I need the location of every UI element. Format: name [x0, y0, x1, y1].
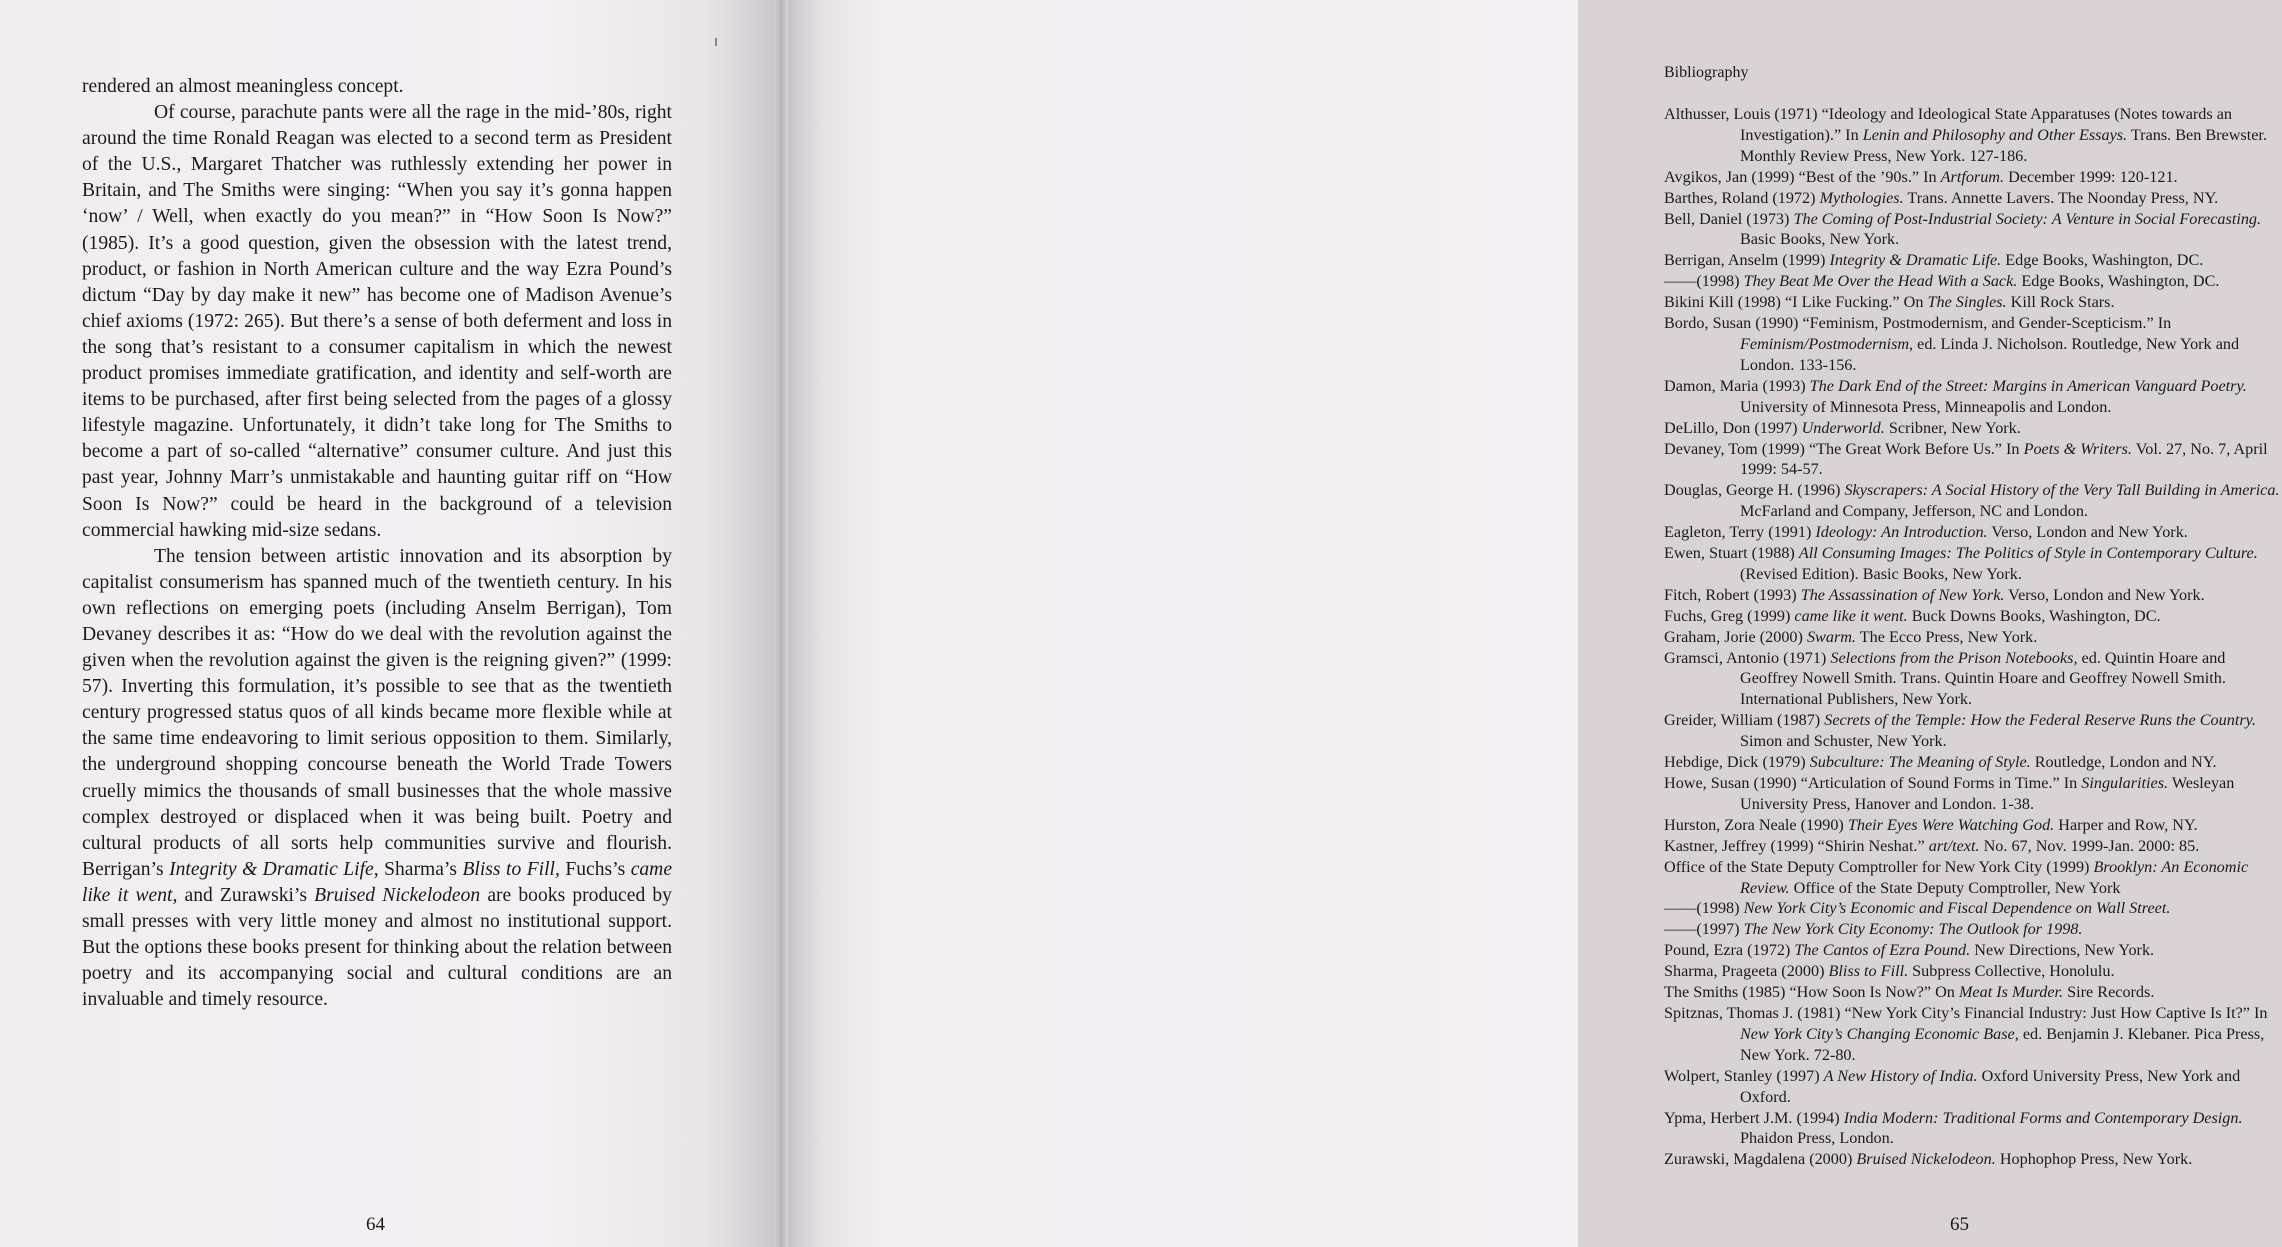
text-run: ed. Benjamin J. Klebaner. Pica Press, New York. 72-80. — [1740, 1024, 2265, 1064]
text-run: December 1999: 120-121. — [2004, 167, 2178, 186]
text-run: Fitch, Robert (1993) — [1664, 585, 1801, 604]
italic-title: Bruised Nickelodeon. — [1856, 1150, 1996, 1169]
text-run: McFarland and Company, Jefferson, NC and London. — [1740, 502, 2088, 521]
italic-title: came like it went, — [82, 858, 673, 906]
text-run: Hophophop Press, New York. — [1995, 1150, 2193, 1169]
text-run: Oxford University Press, New York and Oxford. — [1740, 1066, 2241, 1106]
italic-title: Mythologies. — [1819, 188, 1904, 207]
body-paragraph — [82, 100, 672, 544]
text-run: Simon and Schuster, New York. — [1740, 732, 1947, 751]
text-run: Kill Rock Stars. — [2006, 293, 2115, 312]
text-run: Buck Downs Books, Washington, DC. — [1907, 606, 2161, 625]
text-run: Routledge, London and NY. — [2030, 753, 2217, 772]
bibliography-entry — [1664, 1003, 2282, 1066]
italic-title: New York City’s Changing Economic Base, — [1740, 1024, 2019, 1043]
italic-title: Brooklyn: An Economic Review. — [1740, 857, 2249, 897]
bibliography-entry — [1664, 919, 2282, 940]
page-number-left: 64 — [366, 1214, 385, 1235]
text-run: Graham, Jorie (2000) — [1664, 627, 1807, 646]
text-run: Office of the State Deputy Comptroller, New York — [1789, 878, 2121, 897]
text-run: rendered an almost meaningless concept. — [82, 76, 404, 97]
bibliography-entry — [1664, 188, 2282, 209]
text-run: ed. Linda J. Nicholson. Routledge, New York and London. 133-156. — [1740, 334, 2240, 374]
body-text — [82, 74, 672, 1013]
italic-title: Underworld. — [1801, 418, 1885, 437]
text-run: Damon, Maria (1993) — [1664, 376, 1810, 395]
text-run: The Ecco Press, New York. — [1855, 627, 2038, 646]
italic-title: Poets & Writers. — [2023, 439, 2132, 458]
print-mark — [715, 38, 717, 46]
italic-title: The Singles. — [1927, 293, 2007, 312]
bibliography-entry — [1664, 209, 2282, 251]
text-run: Harper and Row, NY. — [2054, 815, 2198, 834]
text-run: Greider, William (1987) — [1664, 711, 1825, 730]
text-run: Sharma’s — [378, 858, 463, 880]
bibliography-entry — [1664, 104, 2282, 167]
text-run: Bell, Daniel (1973) — [1664, 209, 1794, 228]
text-run: No. 67, Nov. 1999-Jan. 2000: 85. — [1979, 836, 2200, 855]
bibliography-entry — [1664, 543, 2282, 585]
italic-title: All Consuming Images: The Politics of Style in Contemporary Culture. — [1798, 544, 2258, 563]
italic-title: The New York City Economy: The Outlook for 1998. — [1743, 920, 2083, 939]
body-paragraph — [82, 74, 672, 100]
bibliography-entry — [1664, 710, 2282, 752]
italic-title: Singularities. — [2081, 774, 2169, 792]
text-run: Verso, London and New York. — [1987, 523, 2188, 542]
page-number-right: 65 — [1950, 1214, 1969, 1235]
text-run: The tension between artistic innovation and its absorption by capitalist consumerism has spanned much of the twentieth century. In his own reflections on emerging poets (including Anselm Berrigan), Tom Devaney describes it as: “How do we deal with the revolution against the given when the revolution against the given is the reigning given?” (1999: 57). Inverting this formulation, it’s possible to see that as the twentieth century progressed status quos of all kinds became more flexible while at the same time endeavoring to limit serious opposition to them. Similarly, the underground shopping concourse beneath the World Trade Towers cruelly mimics the thousands of small businesses that the whole massive complex destroyed or displaced when it was being built. Poetry and cultural products of all sorts help communities survive and flourish. Berrigan’s — [82, 545, 672, 880]
text-run: Pound, Ezra (1972) — [1664, 941, 1795, 960]
page-gutter — [774, 0, 788, 1247]
bibliography-entry — [1664, 815, 2282, 836]
italic-title: came like it went. — [1794, 606, 1908, 625]
text-run: Zurawski, Magdalena (2000) — [1664, 1150, 1857, 1169]
text-run: Kastner, Jeffrey (1999) “Shirin Neshat.” — [1664, 836, 1929, 855]
text-run: ——(1997) — [1664, 920, 1744, 939]
left-page — [0, 0, 784, 1247]
text-run: ed. Quintin Hoare and Geoffrey Nowell Smith. Trans. Quintin Hoare and Geoffrey Nowell Smith. International Publishers, New York. — [1740, 648, 2226, 709]
italic-title: Bliss to Fill. — [1828, 962, 1909, 981]
bibliography-entry — [1664, 313, 2282, 376]
bibliography-list — [1664, 104, 2282, 1170]
text-run: Fuchs, Greg (1999) — [1664, 606, 1795, 625]
text-run: Fuchs’s — [559, 858, 631, 880]
bibliography-entry — [1664, 627, 2282, 648]
bibliography-entry — [1664, 480, 2282, 522]
bibliography-entry — [1664, 836, 2282, 857]
italic-title: The Dark End of the Street: Margins in American Vanguard Poetry. — [1809, 376, 2247, 395]
bibliography-entry — [1664, 606, 2282, 627]
italic-title: Integrity & Dramatic Life, — [169, 858, 379, 880]
bibliography-entry — [1664, 982, 2282, 1003]
italic-title: A New History of India. — [1823, 1066, 1978, 1085]
italic-title: Feminism/Postmodernism, — [1740, 334, 1914, 353]
text-run: Bikini Kill (1998) “I Like Fucking.” On — [1664, 293, 1928, 312]
italic-title: They Beat Me Over the Head With a Sack. — [1743, 272, 2018, 291]
bibliography-entry — [1664, 1108, 2282, 1150]
right-page — [784, 0, 2280, 1247]
text-run: Berrigan, Anselm (1999) — [1664, 251, 1830, 270]
text-run: Bordo, Susan (1990) “Feminism, Postmodernism, and Gender-Scepticism.” In — [1664, 314, 2172, 333]
text-run: Edge Books, Washington, DC. — [2017, 272, 2220, 291]
text-run: Gramsci, Antonio (1971) — [1664, 648, 1831, 667]
text-run: Althusser, Louis (1971) “Ideology and Ideological State Apparatuses (Notes towards an Investigation).” In — [1664, 105, 2233, 144]
bibliography-entry — [1664, 167, 2282, 188]
bibliography-entry — [1664, 418, 2282, 439]
italic-title: Artforum. — [1940, 167, 2005, 186]
text-run: Verso, London and New York. — [2004, 585, 2205, 604]
bibliography-entry — [1664, 752, 2282, 773]
italic-title: India Modern: Traditional Forms and Contemporary Design. — [1843, 1108, 2243, 1127]
bibliography-entry — [1664, 898, 2282, 919]
bibliography-entry — [1664, 585, 2282, 606]
text-run: Spitznas, Thomas J. (1981) “New York City’s Financial Industry: Just How Captive Is It?” In — [1664, 1003, 2268, 1022]
bibliography-entry — [1664, 376, 2282, 418]
text-run: Devaney, Tom (1999) “The Great Work Before Us.” In — [1664, 439, 2024, 458]
text-run: Basic Books, New York. — [1740, 230, 1900, 249]
text-run: ——(1998) — [1664, 899, 1744, 918]
bibliography-entry — [1664, 773, 2282, 815]
italic-title: Lenin and Philosophy and Other Essays. — [1862, 125, 2128, 144]
text-run: Trans. Ben Brewster. Monthly Review Press, New York. 127-186. — [1740, 125, 2267, 165]
body-paragraph — [82, 544, 672, 1014]
bibliography-entry — [1664, 1149, 2282, 1170]
bibliography-entry — [1664, 439, 2282, 481]
text-run: Wolpert, Stanley (1997) — [1664, 1066, 1824, 1085]
bibliography-entry — [1664, 940, 2282, 961]
text-run: Wesleyan University Press, Hanover and London. 1-38. — [1740, 774, 2235, 813]
text-run: Edge Books, Washington, DC. — [2001, 251, 2204, 270]
text-run: Avgikos, Jan (1999) “Best of the ’90s.” In — [1664, 167, 1941, 186]
text-run: New Directions, New York. — [1970, 941, 2155, 960]
italic-title: New York City’s Economic and Fiscal Dependence on Wall Street. — [1743, 899, 2171, 918]
text-run: Subpress Collective, Honolulu. — [1908, 962, 2115, 981]
bibliography-entry — [1664, 857, 2282, 899]
text-run: are books produced by small presses with very little money and almost no institutional support. But the options these books present for thinking about the relation between poetry and its accompanying social and cultural conditions are an invaluable and timely resource. — [82, 884, 672, 1011]
italic-title: art/text. — [1928, 836, 1980, 855]
text-run: Ypma, Herbert J.M. (1994) — [1664, 1108, 1844, 1127]
text-run: The Smiths (1985) “How Soon Is Now?” On — [1664, 983, 1959, 1002]
italic-title: Bliss to Fill, — [462, 858, 560, 880]
italic-title: The Assassination of New York. — [1800, 585, 2005, 604]
italic-title: Integrity & Dramatic Life. — [1829, 251, 2002, 270]
italic-title: The Coming of Post-Industrial Society: A Venture in Social Forecasting. — [1793, 209, 2262, 228]
italic-title: Secrets of the Temple: How the Federal Reserve Runs the Country. — [1824, 711, 2256, 730]
text-run: Eagleton, Terry (1991) — [1664, 523, 1816, 542]
text-run: Howe, Susan (1990) “Articulation of Sound Forms in Time.” In — [1664, 774, 2082, 792]
italic-title: The Cantos of Ezra Pound. — [1794, 941, 1971, 960]
italic-title: Subculture: The Meaning of Style. — [1809, 753, 2031, 772]
bibliography-entry — [1664, 961, 2282, 982]
italic-title: Selections from the Prison Notebooks, — [1830, 648, 2078, 667]
text-run: DeLillo, Don (1997) — [1664, 418, 1802, 437]
text-run: Vol. 27, No. 7, April 1999: 54-57. — [1740, 439, 2268, 479]
italic-title: Ideology: An Introduction. — [1815, 523, 1988, 542]
text-run: University of Minnesota Press, Minneapolis and London. — [1740, 397, 2112, 416]
text-run: ——(1998) — [1664, 272, 1744, 291]
bibliography-entry — [1664, 648, 2282, 711]
text-run: Barthes, Roland (1972) — [1664, 188, 1820, 207]
italic-title: Their Eyes Were Watching God. — [1847, 815, 2055, 834]
text-run: Douglas, George H. (1996) — [1664, 481, 1845, 500]
text-run: Ewen, Stuart (1988) — [1664, 544, 1799, 563]
text-run: Phaidon Press, London. — [1740, 1129, 1894, 1148]
text-run: Sire Records. — [2063, 983, 2155, 1002]
text-run: Hebdige, Dick (1979) — [1664, 753, 1810, 772]
italic-title: Swarm. — [1806, 627, 1856, 646]
italic-title: Meat Is Murder. — [1958, 983, 2064, 1002]
bibliography-entry — [1664, 292, 2282, 313]
text-run: Sharma, Prageeta (2000) — [1664, 962, 1829, 981]
text-run: Trans. Annette Lavers. The Noonday Press, NY. — [1903, 188, 2219, 207]
text-run: (Revised Edition). Basic Books, New York. — [1740, 564, 2022, 583]
bibliography-entry — [1664, 271, 2282, 292]
text-run: Scribner, New York. — [1884, 418, 2021, 437]
text-run: Hurston, Zora Neale (1990) — [1664, 815, 1848, 834]
bibliography-entry — [1664, 522, 2282, 543]
text-run: Office of the State Deputy Comptroller for New York City (1999) — [1664, 857, 2094, 876]
italic-title: Skyscrapers: A Social History of the Very Tall Building in America. — [1844, 481, 2280, 500]
italic-title: Bruised Nickelodeon — [314, 884, 481, 906]
text-run: and Zurawski’s — [177, 884, 315, 906]
bibliography-entry — [1664, 1066, 2282, 1108]
bibliography-heading: Bibliography — [1664, 64, 1749, 81]
bibliography-entry — [1664, 250, 2282, 271]
text-run: Of course, parachute pants were all the rage in the mid-’80s, right around the time Ronald Reagan was elected to a second term as President of the U.S., Margaret Thatcher was ruthlessly extending her power in Britain, and The Smiths were singing: “When you say it’s gonna happen ‘now’ / Well, when exactly do you mean?” in “How Soon Is Now?” (1985). It’s a good question, given the obsession with the latest trend, product, or fashion in North American culture and the way Ezra Pound’s dictum “Day by day make it new” has become one of Madison Avenue’s chief axioms (1972: 265). But there’s a sense of both deferment and loss in the song that’s resistant to a consumer capitalism in which the newest product promises immediate gratification, and identity and self-worth are items to be purchased, after first being selected from the pages of a glossy lifestyle magazine. Unfortunately, it didn’t take long for The Smiths to become a part of so-called “alternative” consumer culture. And just this past year, Johnny Marr’s unmistakable and haunting guitar riff on “How Soon Is Now?” could be heard in the background of a television commercial hawking mid-size sedans. — [82, 102, 672, 541]
